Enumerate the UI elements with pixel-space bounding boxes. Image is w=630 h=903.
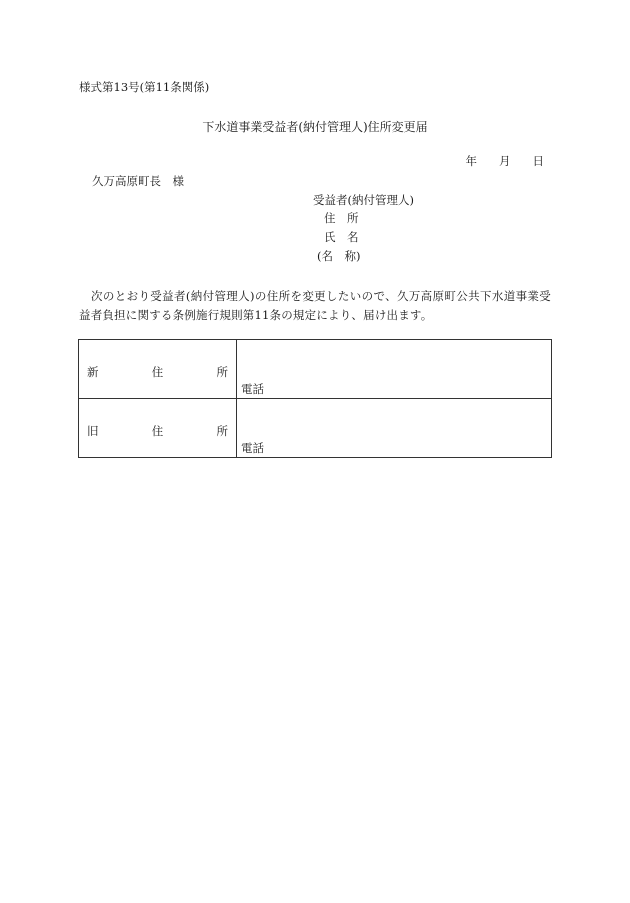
table-row-new-address (79, 340, 552, 399)
date-year-label: 年 (465, 154, 477, 168)
address-table (78, 339, 552, 458)
table-row-old-address (79, 399, 552, 458)
new-address-phone-label: 電話 (241, 382, 264, 396)
date-month-label: 月 (499, 154, 511, 168)
old-address-field[interactable] (237, 399, 552, 458)
old-address-phone-label: 電話 (241, 441, 264, 455)
new-address-field[interactable] (237, 340, 552, 399)
applicant-address-label: 住 所 (324, 211, 359, 225)
applicant-heading: 受益者(納付管理人) (313, 193, 414, 207)
body-paragraph: 次のとおり受益者(納付管理人)の住所を変更したいので、久万高原町公共下水道事業受益者負担に関する条例施行規則第11条の規定により、届け出ます。 (79, 289, 551, 322)
new-address-label: 新 住 所 (87, 365, 228, 379)
applicant-name-alt-label: (名 称) (317, 249, 361, 263)
document-title: 下水道事業受益者(納付管理人)住所変更届 (202, 120, 428, 134)
date-line (466, 156, 545, 168)
form-number: 様式第13号(第11条関係) (79, 80, 210, 94)
date-day-label: 日 (532, 154, 544, 168)
new-address-label-cell (79, 340, 237, 399)
applicant-name-label: 氏 名 (324, 230, 359, 244)
old-address-label-cell (79, 399, 237, 458)
addressee: 久万高原町長 様 (92, 174, 184, 188)
old-address-label: 旧 住 所 (87, 424, 228, 438)
